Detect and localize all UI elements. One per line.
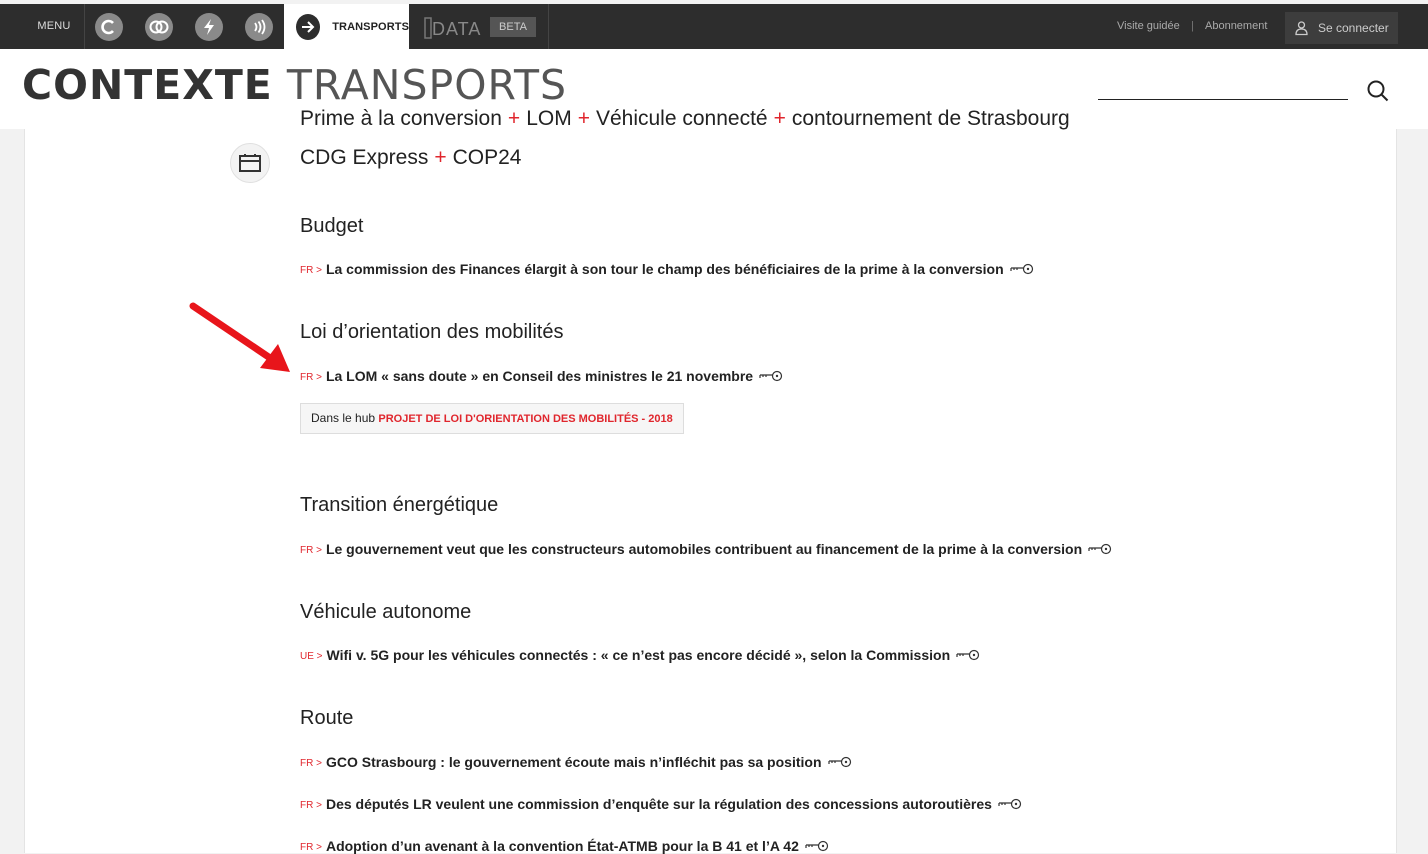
- wave-icon[interactable]: [245, 13, 273, 41]
- contexte-c-icon[interactable]: [95, 13, 123, 41]
- logo-light: TRANSPORTS: [286, 61, 568, 109]
- section-title: Véhicule autonome: [300, 601, 472, 623]
- user-icon: [1295, 21, 1308, 35]
- article-title: GCO Strasbourg : le gouvernement écoute mais n’infléchit pas sa position: [325, 754, 822, 770]
- section-title: Loi d’orientation des mobilités: [300, 321, 564, 343]
- key-icon: [1088, 543, 1112, 555]
- key-icon: [805, 840, 829, 852]
- key-icon: [828, 756, 852, 768]
- divider: [548, 4, 549, 49]
- article-link[interactable]: [300, 647, 980, 663]
- article-link[interactable]: [300, 754, 852, 770]
- menu-button[interactable]: MENU: [37, 20, 71, 32]
- beta-badge: BETA: [490, 17, 536, 37]
- article-title: La commission des Finances élargit à son tour le champ des bénéficiaires de la prime à la conversion: [325, 261, 1004, 277]
- article-title: Adoption d’un avenant à la convention État-ATMB pour la B 41 et l’A 42: [325, 838, 799, 854]
- hub-name: PROJET DE LOI D'ORIENTATION DES MOBILITÉS - 2018: [378, 413, 673, 425]
- zone-label: FR >: [300, 265, 322, 276]
- search-underline: [1098, 99, 1348, 100]
- hub-prefix: Dans le hub: [311, 411, 376, 425]
- subscription-link[interactable]: Abonnement: [1205, 20, 1268, 32]
- article-title: Wifi v. 5G pour les véhicules connectés : « ce n’est pas encore décidé », selon la Commission: [326, 647, 951, 663]
- section-title: Budget: [300, 215, 364, 237]
- login-button-label: Se connecter: [1318, 21, 1389, 35]
- site-logo[interactable]: [22, 61, 567, 109]
- tag[interactable]: contournement de Strasbourg: [791, 107, 1070, 130]
- rings-icon[interactable]: [145, 13, 173, 41]
- tag[interactable]: Véhicule connecté: [595, 107, 768, 130]
- divider: [84, 4, 85, 49]
- tags-row: Prime à la conversion + LOM + Véhicule connecté + contournement de Strasbourg: [300, 107, 1070, 130]
- article-link[interactable]: [300, 261, 1034, 277]
- bolt-icon[interactable]: [195, 13, 223, 41]
- key-icon: [998, 798, 1022, 810]
- tag[interactable]: Prime à la conversion: [300, 107, 502, 130]
- article-title: La LOM « sans doute » en Conseil des ministres le 21 novembre: [325, 368, 754, 384]
- section-title: Route: [300, 707, 354, 729]
- article-link[interactable]: [300, 368, 783, 384]
- zone-label: UE >: [300, 651, 323, 662]
- link-separator: |: [1191, 20, 1194, 32]
- article-link[interactable]: [300, 541, 1112, 557]
- article-title: Le gouvernement veut que les constructeurs automobiles contribuent au financement de la prime à la conversion: [325, 541, 1083, 557]
- login-button[interactable]: [1285, 12, 1398, 44]
- hub-link[interactable]: [300, 403, 684, 434]
- zone-label: FR >: [300, 800, 322, 811]
- section-title: Transition énergétique: [300, 494, 499, 516]
- tab-transports[interactable]: [284, 4, 409, 49]
- data-label: DATA: [432, 19, 482, 39]
- top-navigation-bar: [0, 4, 1428, 49]
- zone-label: FR >: [300, 842, 322, 853]
- newsletter-content: [24, 107, 1397, 854]
- guided-tour-link[interactable]: Visite guidée: [1117, 20, 1180, 32]
- tab-transports-label: TRANSPORTS: [332, 20, 409, 33]
- tag[interactable]: CDG Express: [300, 146, 429, 169]
- article-link[interactable]: [300, 796, 1022, 812]
- arrow-right-icon: [296, 14, 320, 40]
- key-icon: [1010, 263, 1034, 275]
- search-input[interactable]: [1098, 77, 1348, 99]
- tag[interactable]: LOM: [526, 107, 572, 130]
- zone-label: FR >: [300, 545, 322, 556]
- calendar-icon: [230, 143, 270, 183]
- data-logo[interactable]: [424, 16, 480, 40]
- zone-label: FR >: [300, 758, 322, 769]
- tag[interactable]: COP24: [452, 146, 522, 169]
- annotation-arrow: [188, 300, 298, 380]
- article-title: Des députés LR veulent une commission d’enquête sur la régulation des concessions autoroutières: [325, 796, 992, 812]
- key-icon: [759, 370, 783, 382]
- logo-bold: CONTEXTE: [22, 61, 273, 109]
- key-icon: [956, 649, 980, 661]
- tags-row: CDG Express + COP24: [300, 146, 522, 169]
- article-link[interactable]: [300, 838, 829, 854]
- search-icon[interactable]: [1367, 80, 1389, 102]
- zone-label: FR >: [300, 372, 322, 383]
